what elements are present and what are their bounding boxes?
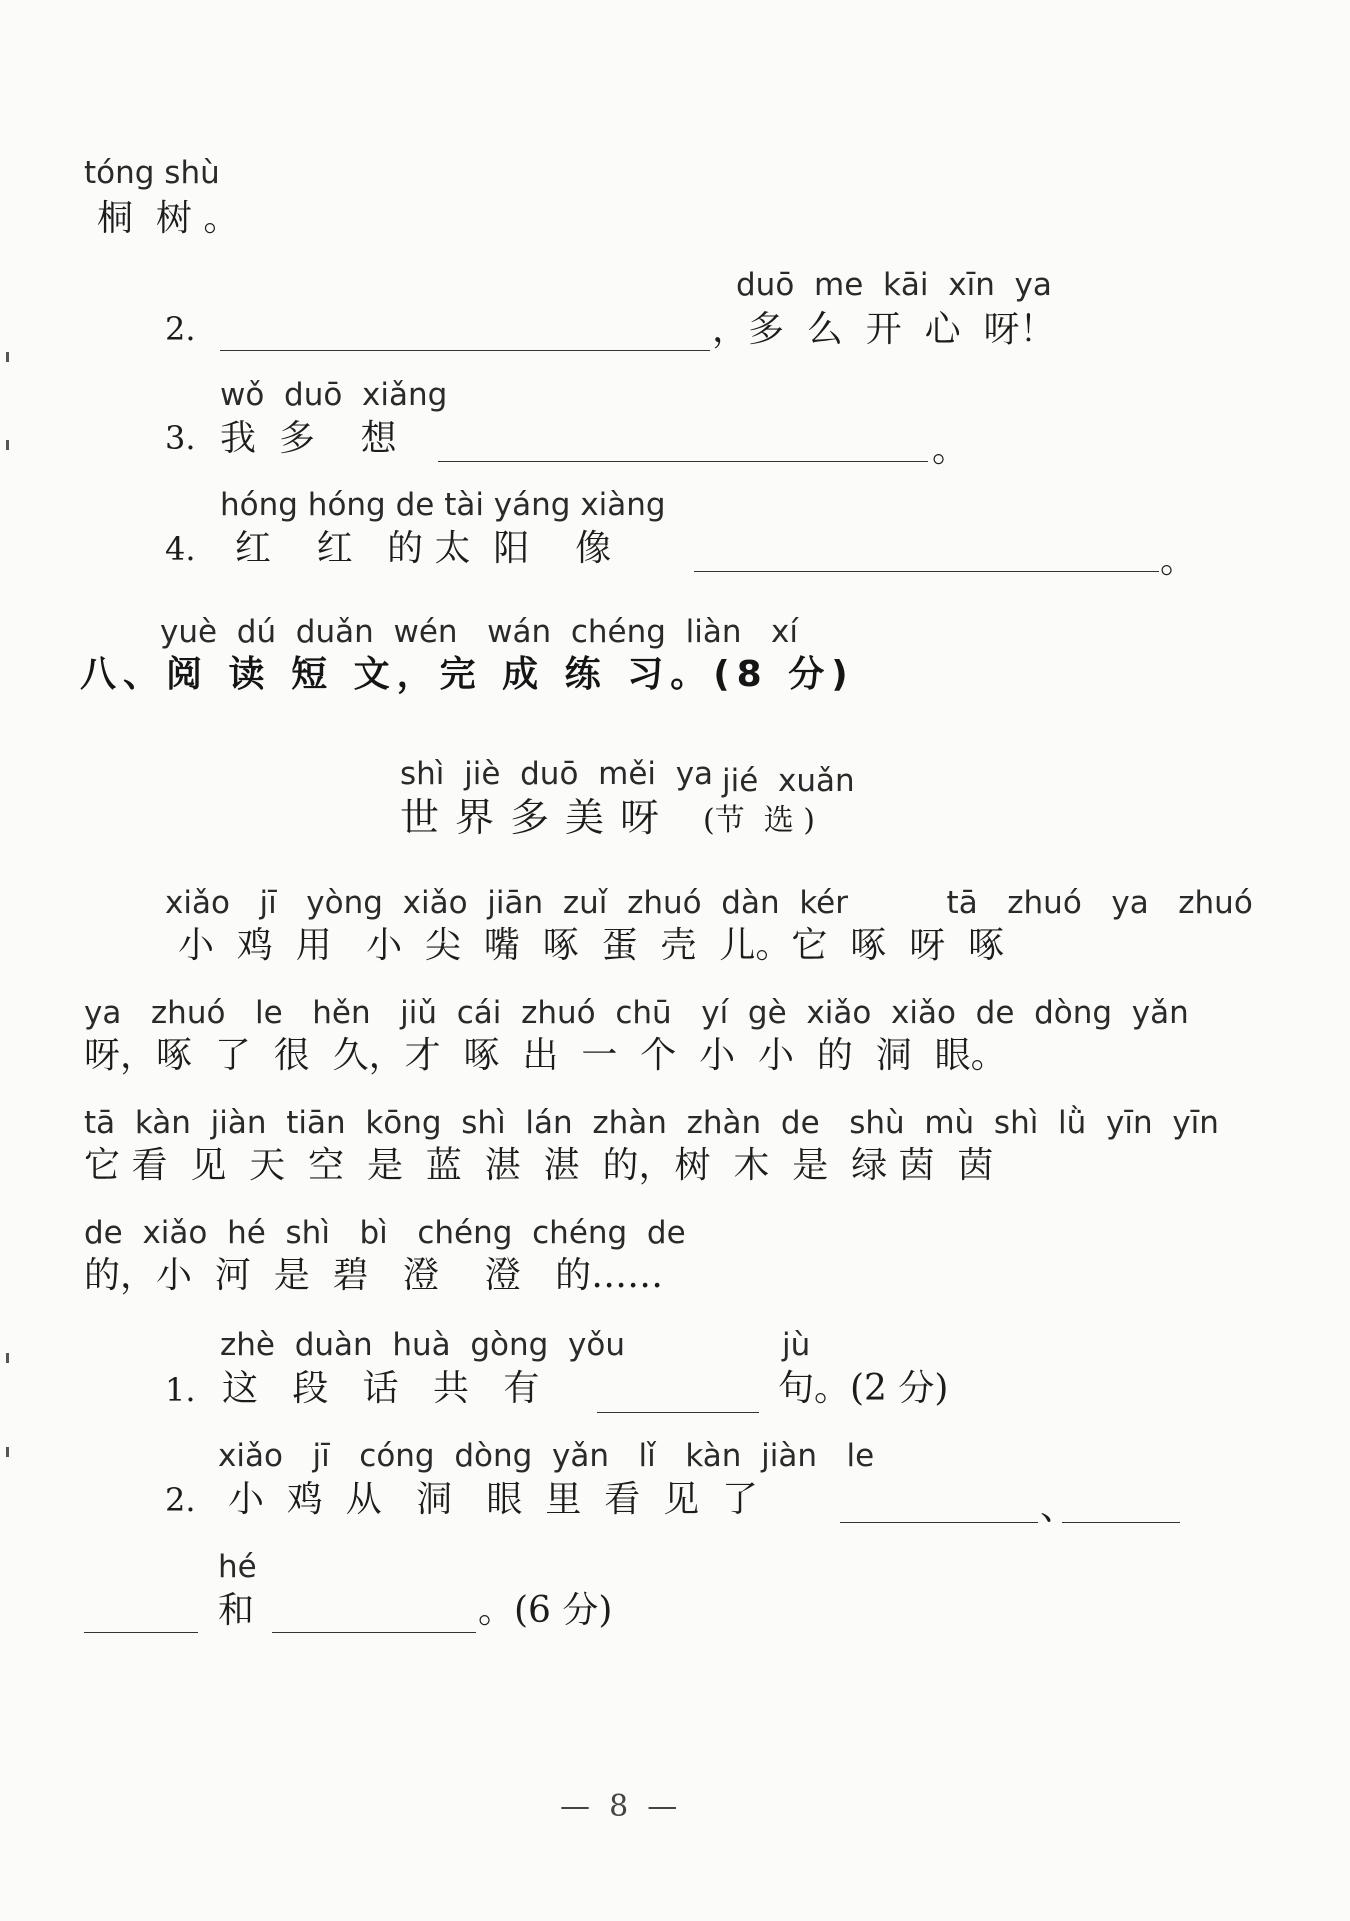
text-line: 这 段 话 共 有	[222, 1368, 540, 1409]
pinyin-line: jù	[782, 1327, 811, 1363]
question-number: 4.	[165, 530, 196, 568]
question-number: 2.	[165, 310, 196, 348]
separator: 、	[1040, 1487, 1077, 1528]
section-heading: 八、阅 读 短 文，完 成 练 习。(8 分)	[80, 654, 855, 695]
passage-text: 的，小 河 是 碧 澄 澄 的……	[84, 1255, 664, 1296]
answer-blank[interactable]	[438, 461, 928, 462]
scan-mark	[6, 352, 9, 362]
pinyin-line: xiǎo jī cóng dòng yǎn lǐ kàn jiàn le	[218, 1438, 875, 1474]
scan-mark	[6, 1353, 9, 1363]
passage-title-sub: (节 选 )	[703, 803, 816, 838]
text-end: 。	[1160, 540, 1197, 581]
answer-blank[interactable]	[1062, 1522, 1180, 1523]
title-pinyin: shì jiè duō měi ya	[400, 756, 714, 792]
question-number: 2.	[165, 1481, 196, 1519]
page-number: — 8 —	[560, 1789, 678, 1824]
answer-blank[interactable]	[840, 1522, 1038, 1523]
text-line: ，多 么 开 心 呀！	[712, 309, 1056, 350]
passage-text: 它 看 见 天 空 是 蓝 湛 湛 的，树 木 是 绿 茵 茵	[84, 1145, 994, 1186]
scan-mark	[6, 1447, 9, 1457]
answer-blank[interactable]	[272, 1632, 476, 1633]
text-end: 。	[932, 429, 969, 470]
answer-blank[interactable]	[84, 1632, 198, 1633]
text-end: 。(6 分)	[478, 1590, 613, 1631]
passage-pinyin: tā kàn jiàn tiān kōng shì lán zhàn zhàn de shù mù shì lǜ yīn yīn	[84, 1105, 1219, 1141]
passage-title: 世界多美呀	[400, 796, 676, 841]
text-line: 红 红 的 太 阳 像	[235, 528, 612, 569]
scan-mark	[6, 440, 9, 450]
pinyin-line: hé	[218, 1549, 257, 1585]
answer-blank[interactable]	[597, 1412, 759, 1413]
passage-pinyin: xiǎo jī yòng xiǎo jiān zuǐ zhuó dàn kér tā zhuó ya zhuó	[165, 885, 1253, 921]
text-line: 我 多 想	[220, 418, 397, 459]
text-line: 小 鸡 从 洞 眼 里 看 见 了	[228, 1479, 758, 1520]
passage-text: 小 鸡 用 小 尖 嘴 啄 蛋 壳 儿。它 啄 呀 啄	[178, 925, 1005, 966]
pinyin-line: duō me kāi xīn ya	[736, 267, 1052, 303]
pinyin-line: tóng shù	[84, 155, 220, 191]
passage-text: 呀，啄 了 很 久，才 啄 出 一 个 小 小 的 洞 眼。	[84, 1035, 1007, 1076]
pinyin-line: hóng hóng de tài yáng xiàng	[220, 487, 666, 523]
question-number: 1.	[165, 1371, 196, 1409]
text-end: 句。(2 分)	[778, 1368, 949, 1409]
pinyin-line: yuè dú duǎn wén wán chéng liàn xí	[160, 614, 799, 650]
text-line: 桐 树 。	[97, 198, 240, 239]
passage-pinyin: de xiǎo hé shì bì chéng chéng de	[84, 1215, 686, 1251]
question-number: 3.	[165, 419, 196, 457]
answer-blank[interactable]	[694, 571, 1159, 572]
pinyin-line: zhè duàn huà gòng yǒu	[220, 1327, 626, 1363]
text-line: 和	[218, 1590, 255, 1631]
answer-blank[interactable]	[220, 350, 710, 351]
title-sub-pinyin: jié xuǎn	[722, 763, 855, 799]
passage-pinyin: ya zhuó le hěn jiǔ cái zhuó chū yí gè xiǎo xiǎo de dòng yǎn	[84, 995, 1189, 1031]
pinyin-line: wǒ duō xiǎng	[220, 377, 448, 413]
